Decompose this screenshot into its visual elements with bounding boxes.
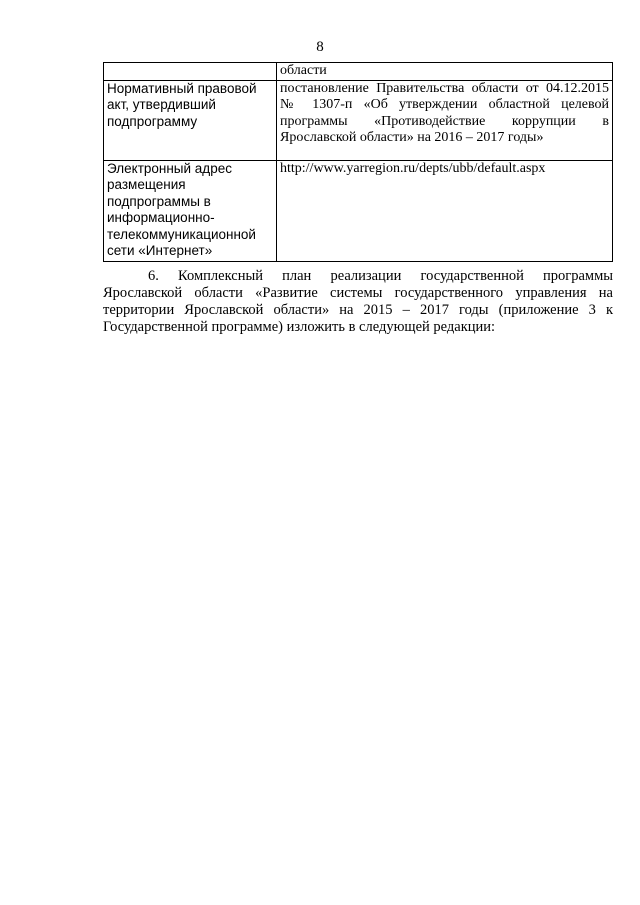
table-row xyxy=(104,160,613,261)
body-paragraph: 6. Комплексный план реализации государственной программы Ярославской области «Развитие системы государственного управления на территории Ярославской области» на 2015 – 2017 годы (приложение 3 к Государственной программе) изложить в следующей редакции: xyxy=(103,268,613,335)
table-cell-link: http://www.yarregion.ru/depts/ubb/default.aspx xyxy=(277,160,613,261)
table-cell-value: постановление Правительства области от 04.12.2015 № 1307-п «Об утверждении областной целевой программы «Противодействие коррупции в Ярославской области» на 2016 – 2017 годы» xyxy=(277,80,613,160)
table-row xyxy=(104,80,613,160)
page-number: 8 xyxy=(316,39,324,55)
table-cell-label: Нормативный правовой акт, утвердивший подпрограмму xyxy=(104,80,277,160)
table-cell-continued: области xyxy=(277,63,613,81)
passport-table xyxy=(103,62,613,262)
table-cell-empty xyxy=(104,63,277,81)
table-cell-label: Электронный адрес размещения подпрограммы в информационно-телекоммуникационной сети «Интернет» xyxy=(104,160,277,261)
table-row xyxy=(104,63,613,81)
